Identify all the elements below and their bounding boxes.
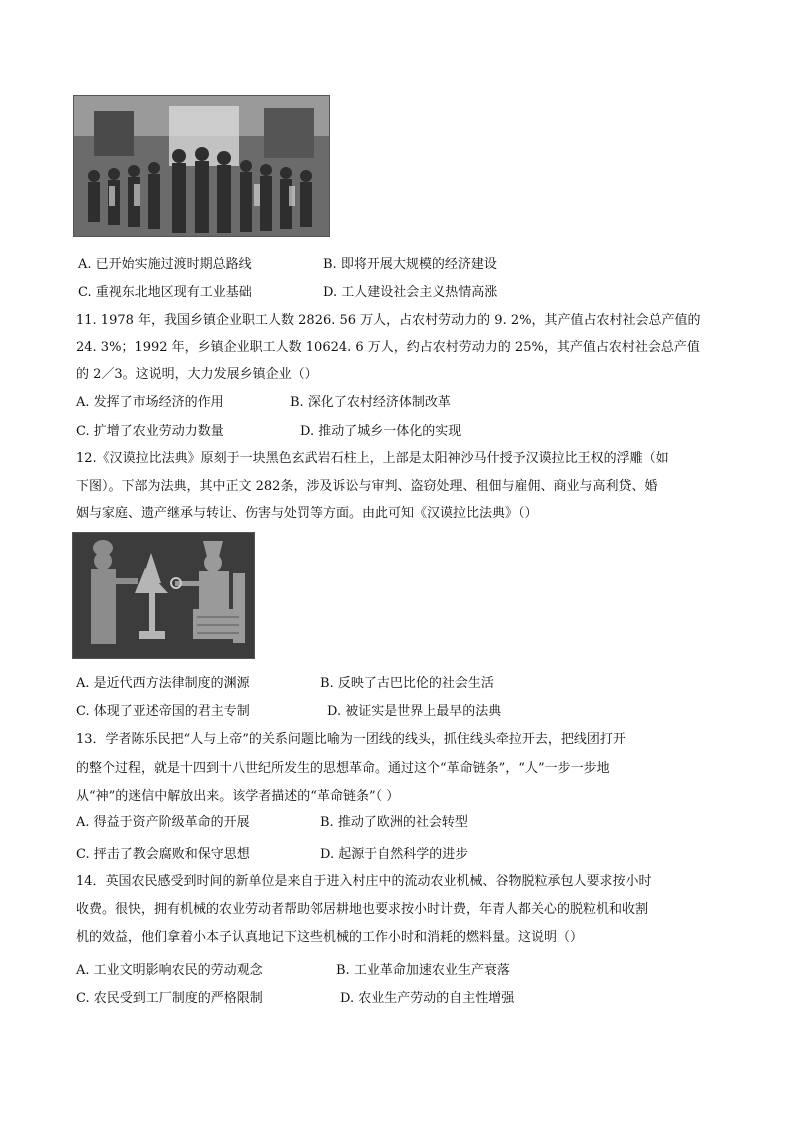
q10-photo-illustration [74, 96, 329, 236]
q10-photo [73, 95, 330, 237]
q11-stem-line-2: 24. 3%；1992 年，乡镇企业职工人数 10624. 6 万人，约占农村劳动力的 25%，其产值占农村社会总产值 [76, 340, 700, 355]
q12-relief-image [72, 532, 255, 659]
q14-stem-line-2: 收费。很快，拥有机械的农业劳动者帮助邻居耕地也要求按小时计费，年青人都关心的脱粒机和收割 [76, 902, 649, 917]
q14-option-d: D. 农业生产劳动的自主性增强 [340, 991, 515, 1006]
q12-stem-line-2: 下图）。下部为法典，其中正文 282条，涉及诉讼与审判、盗窃处理、租佃与雇佣、商业与高利贷、婚 [76, 479, 658, 494]
q14-option-b: B. 工业革命加速农业生产衰落 [336, 963, 510, 978]
q14-option-a: A. 工业文明影响农民的劳动观念 [76, 963, 263, 978]
q11-stem-line-3: 的 2／3。这说明，大力发展乡镇企业（） [76, 367, 318, 382]
q13-stem-line-1: 13．学者陈乐民把“人与上帝”的关系问题比喻为一团线的线头，抓住线头牵拉开去，把线团打开 [76, 732, 626, 747]
q11-option-c: C. 扩增了农业劳动力数量 [76, 424, 224, 439]
q12-stem-line-3: 姻与家庭、遗产继承与转让、伤害与处罚等方面。由此可知《汉谟拉比法典》（） [76, 506, 538, 521]
q12-relief-illustration [73, 533, 254, 658]
q13-stem-line-3: 从“神”的迷信中解放出来。该学者描述的“革命链条”（ ） [76, 789, 400, 804]
q12-option-c: C. 体现了亚述帝国的君主专制 [76, 704, 250, 719]
q13-option-d: D. 起源于自然科学的进步 [320, 847, 469, 862]
q10-option-c: C. 重视东北地区现有工业基础 [78, 285, 252, 300]
q11-option-a: A. 发挥了市场经济的作用 [76, 395, 224, 410]
q13-stem-line-2: 的整个过程，就是十四到十八世纪所发生的思想革命。通过这个“革命链条”，“人”一步一步地 [76, 761, 610, 776]
q13-option-a: A. 得益于资产阶级革命的开展 [76, 815, 250, 830]
q13-option-b: B. 推动了欧洲的社会转型 [320, 815, 468, 830]
q12-option-d: D. 被证实是世界上最早的法典 [327, 704, 502, 719]
q12-stem-line-1: 12.《汉谟拉比法典》原刻于一块黑色玄武岩石柱上，上部是太阳神沙马什授予汉谟拉比王权的浮雕（如 [76, 451, 669, 466]
q12-option-a: A. 是近代西方法律制度的渊源 [76, 676, 250, 691]
q11-stem-line-1: 11. 1978 年，我国乡镇企业职工人数 2826. 56 万人，占农村劳动力的 9. 2%，其产值占农村社会总产值的 [76, 313, 701, 328]
q10-option-a: A. 已开始实施过渡时期总路线 [78, 257, 252, 272]
q14-stem-line-3: 机的效益，他们拿着小本子认真地记下这些机械的工作小时和消耗的燃料量。这说明（） [76, 930, 584, 945]
q14-option-c: C. 农民受到工厂制度的严格限制 [76, 991, 263, 1006]
q10-option-b: B. 即将开展大规模的经济建设 [323, 257, 497, 272]
q11-option-b: B. 深化了农村经济体制改革 [290, 395, 451, 410]
q13-option-c: C. 抨击了教会腐败和保守思想 [76, 847, 250, 862]
q10-option-d: D. 工人建设社会主义热情高涨 [323, 285, 498, 300]
q12-option-b: B. 反映了古巴比伦的社会生活 [320, 676, 494, 691]
q11-option-d: D. 推动了城乡一体化的实现 [300, 424, 462, 439]
q14-stem-line-1: 14．英国农民感受到时间的新单位是来自于进入村庄中的流动农业机械、谷物脱粒承包人要求按小时 [76, 874, 652, 889]
